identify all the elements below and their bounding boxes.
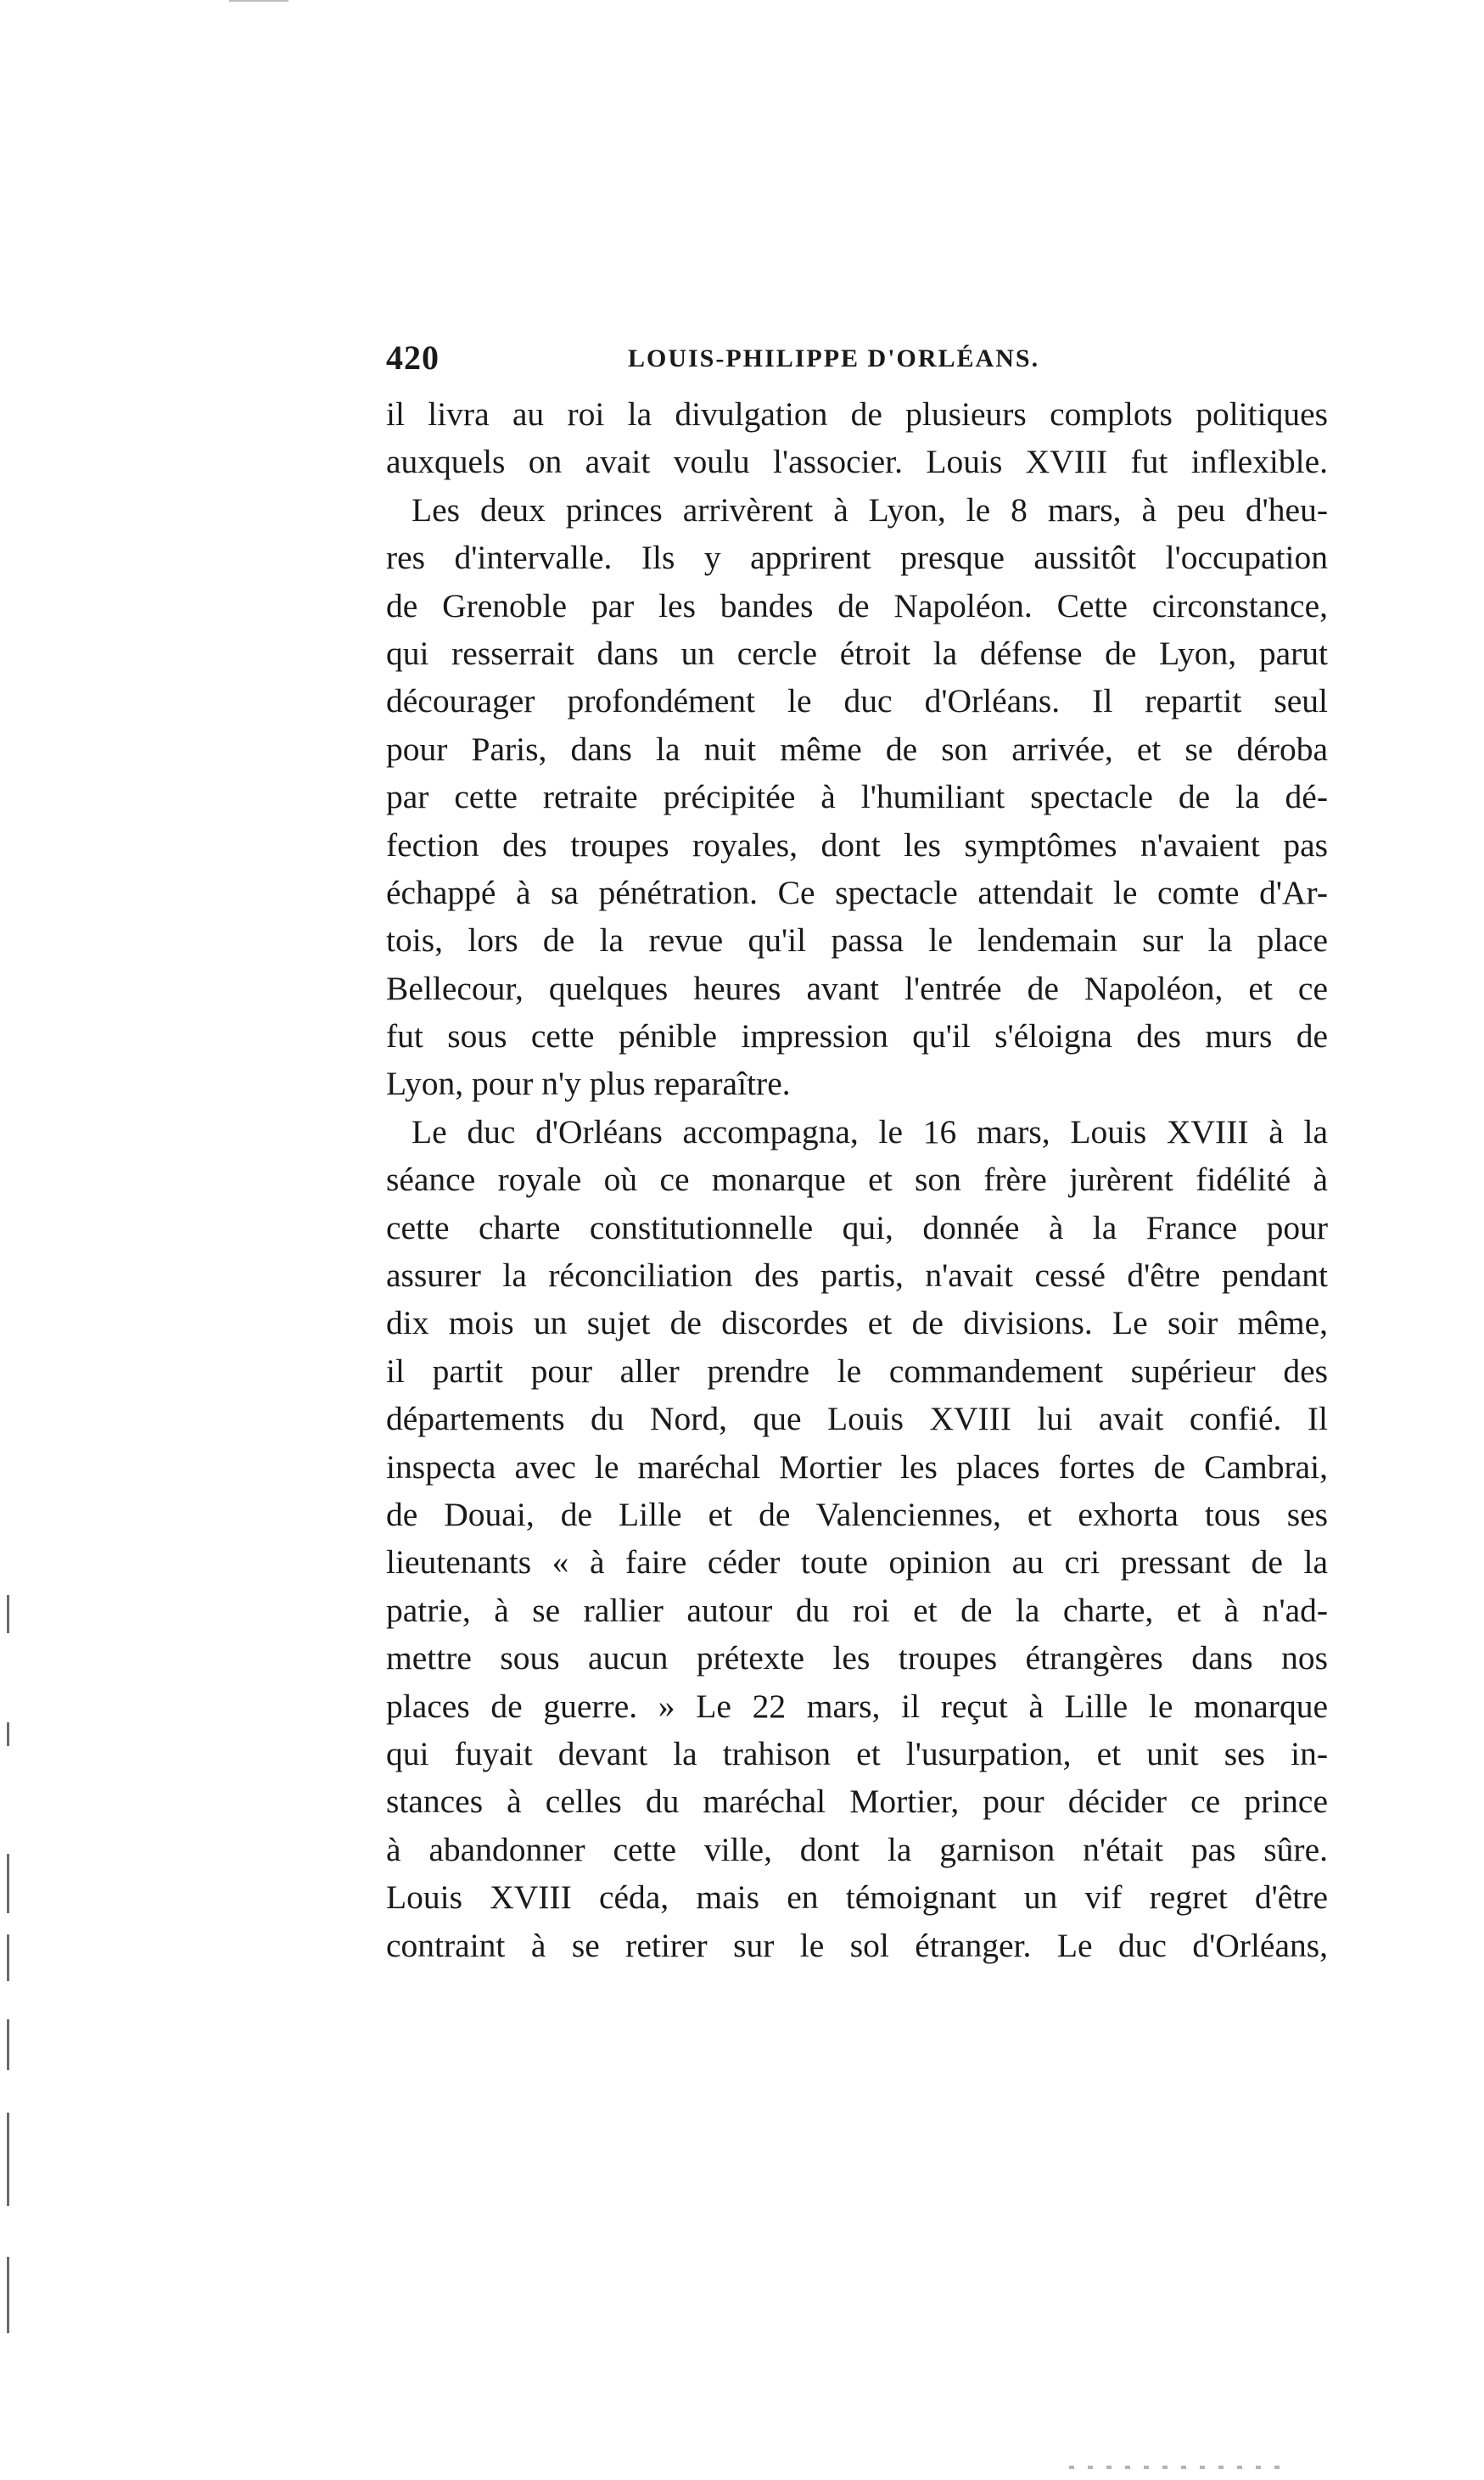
text-line: qui fuyait devant la trahison et l'usurpation, et unit ses in- [386, 1734, 1328, 1772]
text-line: mettre sous aucun prétexte les troupes étrangères dans nos [386, 1639, 1328, 1677]
text-line: qui resserrait dans un cercle étroit la défense de Lyon, parut [386, 634, 1328, 672]
text-line: départements du Nord, que Louis XVIII lui avait confié. Il [386, 1400, 1328, 1438]
scan-edge-mark [7, 1722, 9, 1746]
text-line: il livra au roi la divulgation de plusieurs complots politiques [386, 395, 1328, 433]
running-title: LOUIS-PHILIPPE D'ORLÉANS. [628, 344, 1040, 372]
text-line: lieutenants « à faire céder toute opinion au cri pressant de la [386, 1543, 1328, 1581]
text-line: fection des troupes royales, dont les symptômes n'avaient pas [386, 826, 1328, 864]
scan-edge-mark [7, 1934, 9, 1981]
text-line: inspecta avec le maréchal Mortier les places fortes de Cambrai, [386, 1447, 1328, 1486]
text-line: cette charte constitutionnelle qui, donnée à la France pour [386, 1208, 1328, 1246]
text-line: Louis XVIII céda, mais en témoignant un vif regret d'être [386, 1878, 1328, 1917]
scan-edge-mark [7, 1595, 9, 1633]
book-page [386, 338, 1328, 1969]
text-line: fut sous cette pénible impression qu'il s'éloigna des murs de [386, 1017, 1328, 1055]
text-line: res d'intervalle. Ils y apprirent presque aussitôt l'occupation [386, 539, 1328, 577]
text-line: séance royale où ce monarque et son frère jurèrent fidélité à [386, 1161, 1328, 1199]
text-line: stances à celles du maréchal Mortier, pour décider ce prince [386, 1783, 1328, 1821]
page-number: 420 [386, 339, 440, 377]
text-line: Les deux princes arrivèrent à Lyon, le 8 mars, à peu d'heu- [412, 490, 1328, 529]
text-line: patrie, à se rallier autour du roi et de la charte, et à n'ad- [386, 1591, 1328, 1629]
text-line: par cette retraite précipitée à l'humiliant spectacle de la dé- [386, 778, 1328, 816]
text-line: tois, lors de la revue qu'il passa le lendemain sur la place [386, 921, 1328, 960]
page-header [386, 338, 1328, 385]
text-line: Bellecour, quelques heures avant l'entrée de Napoléon, et ce [386, 969, 1328, 1007]
text-line: décourager profondément le duc d'Orléans. Il repartit seul [386, 682, 1328, 720]
text-line: contraint à se retirer sur le sol étranger. Le duc d'Orléans, [386, 1926, 1328, 1964]
body-text [386, 390, 1328, 1969]
scan-edge-mark [7, 1854, 9, 1913]
scan-edge-mark [7, 2113, 9, 2206]
text-line: à abandonner cette ville, dont la garnison n'était pas sûre. [386, 1830, 1328, 1868]
text-line: il partit pour aller prendre le commandement supérieur des [386, 1352, 1328, 1390]
text-line: dix mois un sujet de discordes et de divisions. Le soir même, [386, 1304, 1328, 1342]
text-line: assurer la réconciliation des partis, n'avait cessé d'être pendant [386, 1257, 1328, 1295]
scan-edge-mark [7, 2019, 9, 2070]
scan-artifact-bottom [1069, 2466, 1290, 2469]
scan-edge-mark [7, 2257, 9, 2333]
text-line: Lyon, pour n'y plus reparaître. [386, 1065, 791, 1103]
text-line: places de guerre. » Le 22 mars, il reçut à Lille le monarque [386, 1687, 1328, 1725]
text-line: échappé à sa pénétration. Ce spectacle attendait le comte d'Ar- [386, 873, 1328, 911]
text-line: Le duc d'Orléans accompagna, le 16 mars, Louis XVIII à la [412, 1112, 1328, 1150]
scan-artifact-top [229, 0, 288, 2]
text-line: auxquels on avait voulu l'associer. Louis XVIII fut inflexible. [386, 443, 1328, 481]
text-line: de Douai, de Lille et de Valenciennes, et exhorta tous ses [386, 1495, 1328, 1533]
text-line: pour Paris, dans la nuit même de son arrivée, et se déroba [386, 730, 1328, 768]
text-line: de Grenoble par les bandes de Napoléon. Cette circonstance, [386, 586, 1328, 624]
